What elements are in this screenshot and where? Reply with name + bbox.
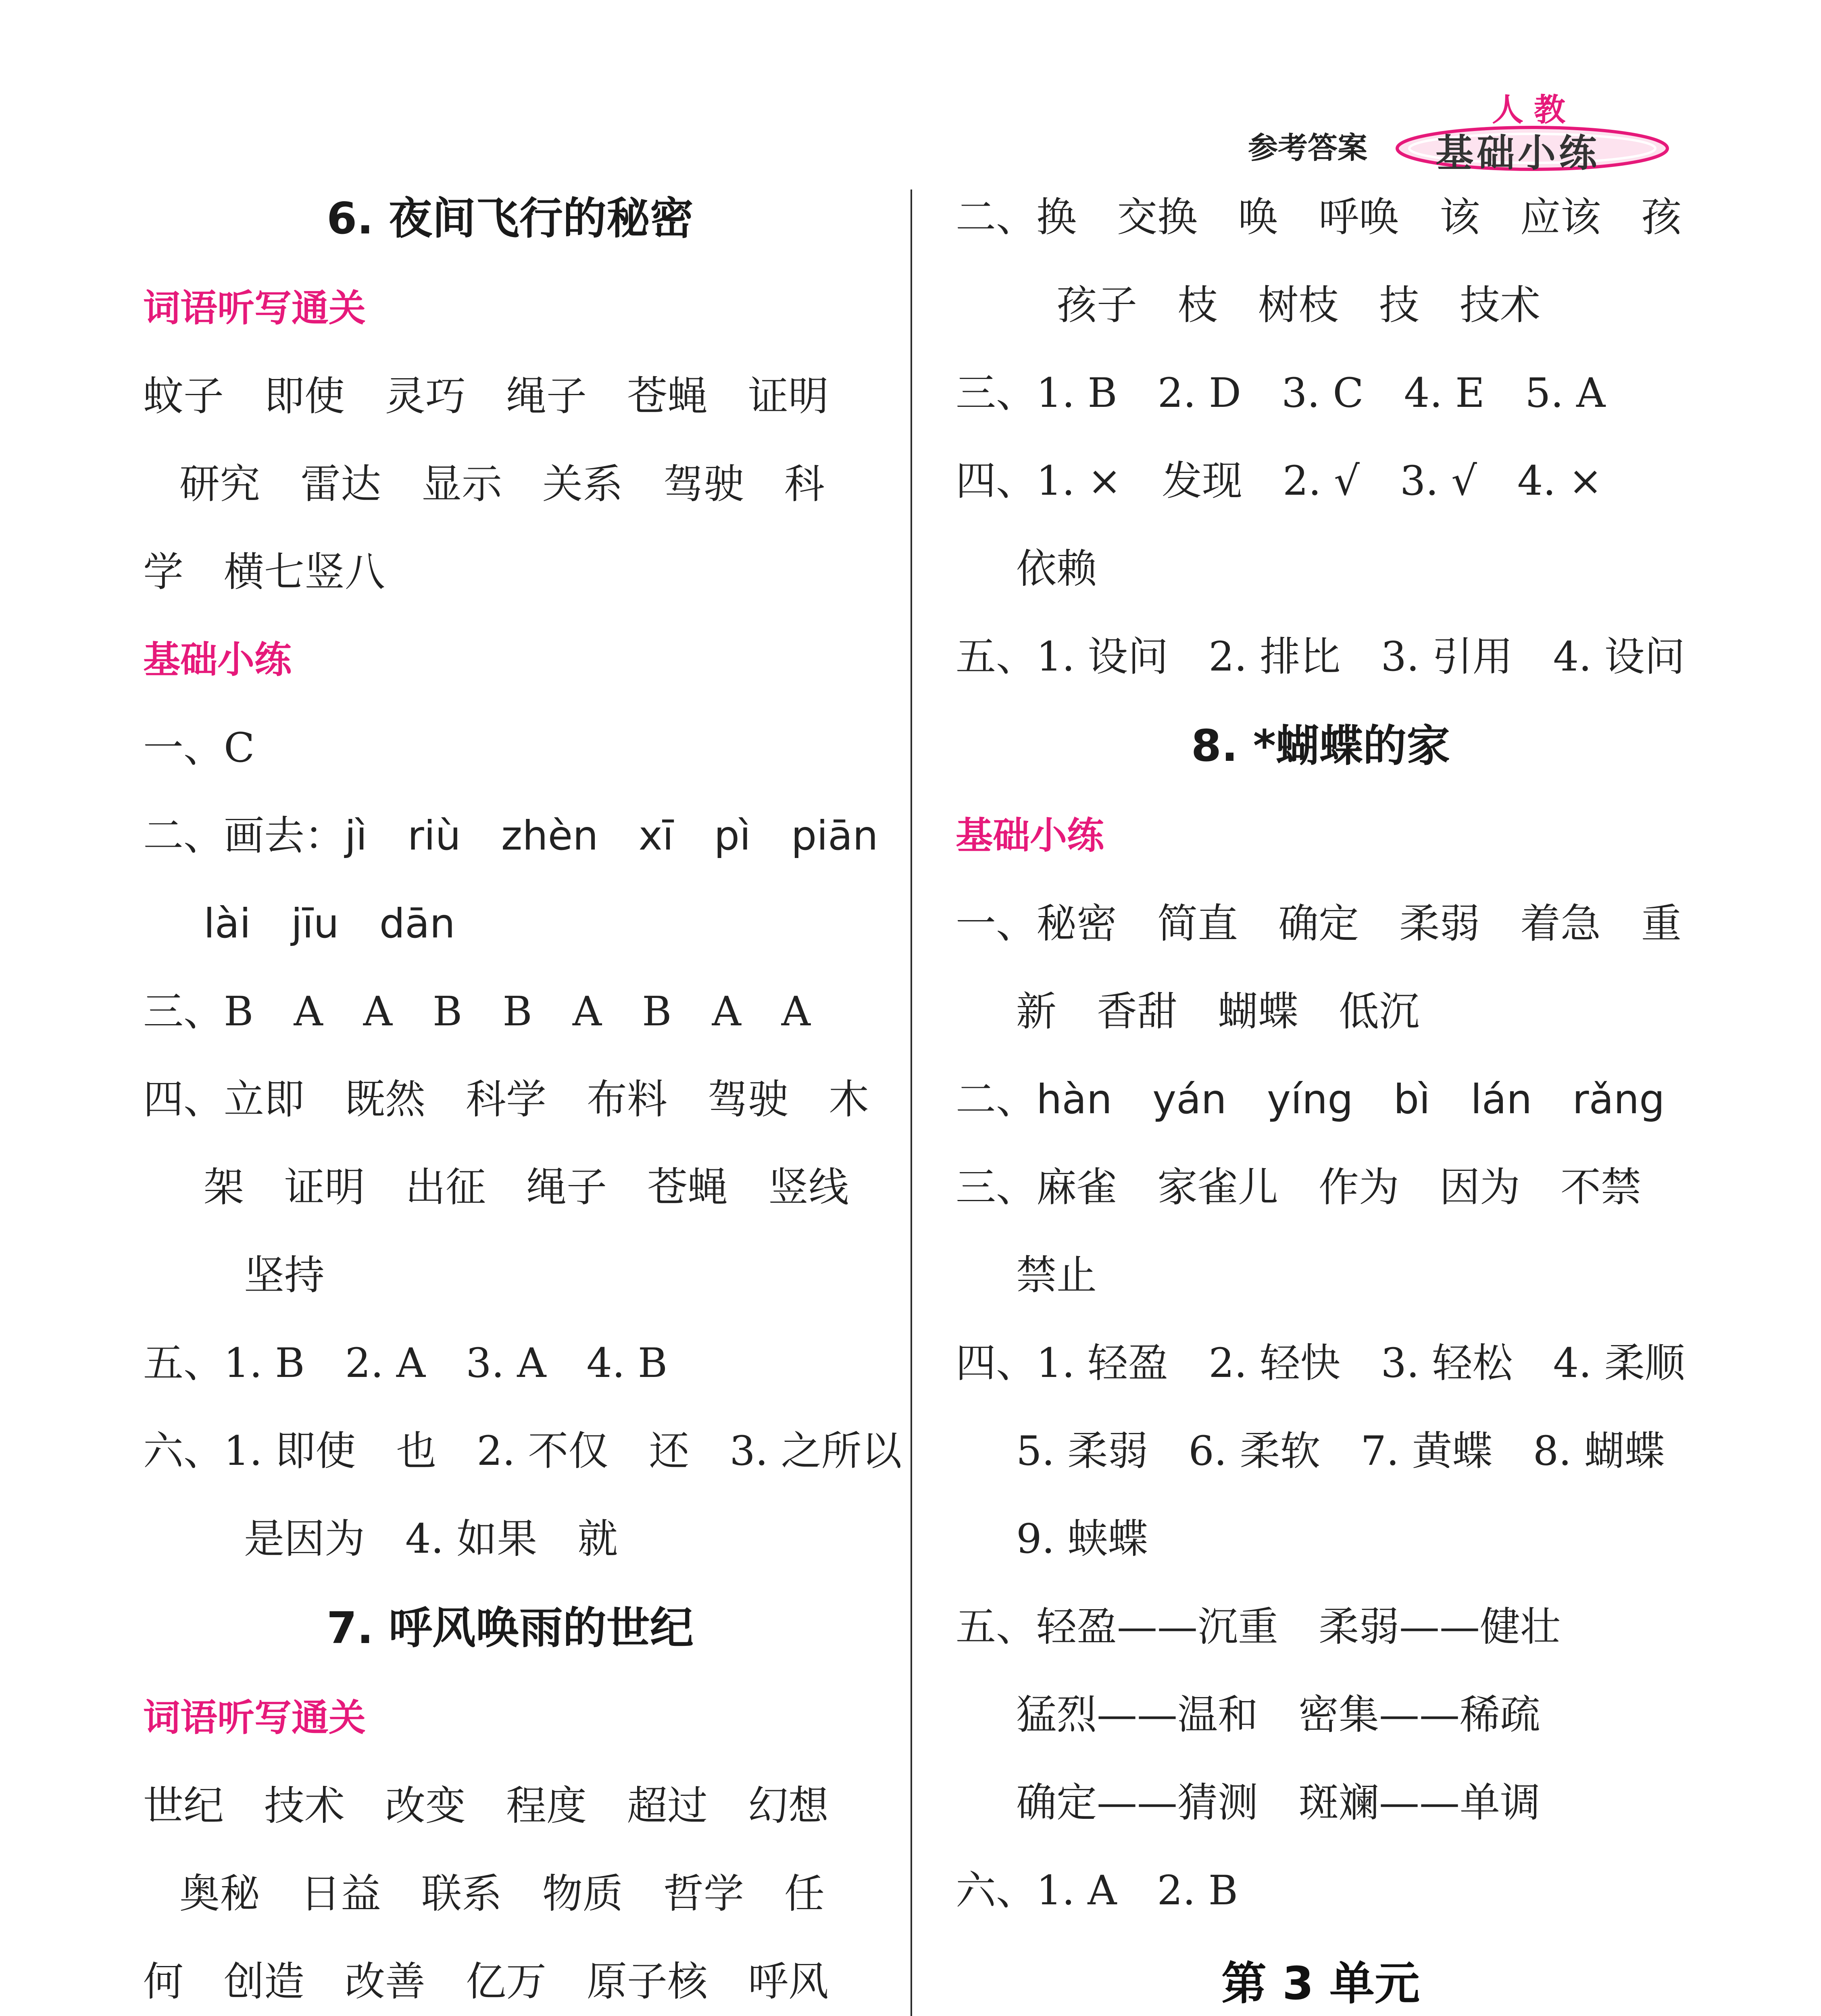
publisher-label: 人教 (1492, 92, 1576, 128)
lesson-6-title: 6. 夜间飞行的秘密 (327, 194, 694, 244)
answer-line: 坚持 (244, 1252, 325, 1299)
left-column (143, 173, 902, 2016)
answer-line: 二、画去：jì riù zhèn xī pì piān (143, 812, 878, 859)
answer-line: 世纪 技术 改变 程度 超过 幻想 (143, 1782, 829, 1829)
answer-line: 猛烈——温和 密集——稀疏 (1016, 1691, 1540, 1738)
column-divider (910, 190, 912, 2016)
answer-line: 新 香甜 蝴蝶 低沉 (1016, 988, 1419, 1035)
lesson-7-title: 7. 呼风唤雨的世纪 (327, 1603, 694, 1654)
answer-line: 五、1. 设问 2. 排比 3. 引用 4. 设问 (956, 633, 1685, 680)
answer-line: 三、麻雀 家雀儿 作为 因为 不禁 (956, 1164, 1641, 1211)
lesson-8-title: 8. *蝴蝶的家 (1191, 721, 1450, 771)
answer-line: 依赖 (1016, 545, 1097, 592)
answer-line: 孩子 枝 树枝 技 技术 (1056, 281, 1540, 329)
answer-key-label: 参考答案 (1248, 131, 1367, 165)
answer-line: 架 证明 出征 绳子 苍蝇 竖线 (204, 1164, 849, 1211)
section-heading: 词语听写通关 (143, 287, 366, 330)
series-title: 基础小练 (1436, 131, 1600, 175)
answer-line: 四、1. 轻盈 2. 轻快 3. 轻松 4. 柔顺 (956, 1339, 1685, 1387)
answer-line: 是因为 4. 如果 就 (244, 1515, 618, 1562)
answer-line: 何 创造 改善 亿万 原子核 呼风 (143, 1958, 829, 2005)
answer-line: lài jīu dān (204, 900, 455, 947)
answer-line: 三、1. B 2. D 3. C 4. E 5. A (956, 369, 1606, 417)
answer-line: 一、C (143, 724, 255, 771)
answer-line: 四、立即 既然 科学 布料 驾驶 木 (143, 1076, 869, 1123)
answer-line: 六、1. 即使 也 2. 不仅 还 3. 之所以 (143, 1427, 902, 1475)
answer-line: 五、轻盈——沉重 柔弱——健壮 (956, 1603, 1561, 1650)
answer-line: 5. 柔弱 6. 柔软 7. 黄蝶 8. 蝴蝶 (1016, 1427, 1665, 1475)
answer-line: 六、1. A 2. B (956, 1867, 1238, 1914)
answer-line: 学 横七竖八 (143, 548, 385, 596)
answer-line: 研究 雷达 显示 关系 驾驶 科 (179, 460, 825, 508)
answer-line: 蚊子 即使 灵巧 绳子 苍蝇 证明 (143, 373, 829, 420)
answer-line: 二、换 交换 唤 呼唤 该 应该 孩 (956, 194, 1681, 241)
answer-line: 确定——猜测 斑斓——单调 (1016, 1779, 1540, 1826)
section-heading: 基础小练 (143, 638, 292, 681)
answer-line: 四、1. × 发现 2. √ 3. √ 4. × (956, 457, 1602, 504)
right-column (956, 173, 1686, 2016)
answer-line: 奥秘 日益 联系 物质 哲学 任 (179, 1870, 825, 1917)
answer-line: 一、秘密 简直 确定 柔弱 着急 重 (956, 900, 1681, 947)
answer-line: 三、B A A B B A B A A (143, 988, 811, 1035)
page-header (0, 0, 1821, 181)
answer-line: 五、1. B 2. A 3. A 4. B (143, 1339, 668, 1387)
answer-line: 禁止 (1016, 1252, 1097, 1299)
section-heading: 基础小练 (956, 814, 1104, 857)
answer-line: 9. 蛱蝶 (1016, 1515, 1148, 1562)
section-heading: 词语听写通关 (143, 1696, 366, 1739)
unit-title: 第 3 单元 (1221, 1958, 1420, 2010)
answer-line: 二、hàn yán yíng bì lán rǎng (956, 1076, 1665, 1123)
